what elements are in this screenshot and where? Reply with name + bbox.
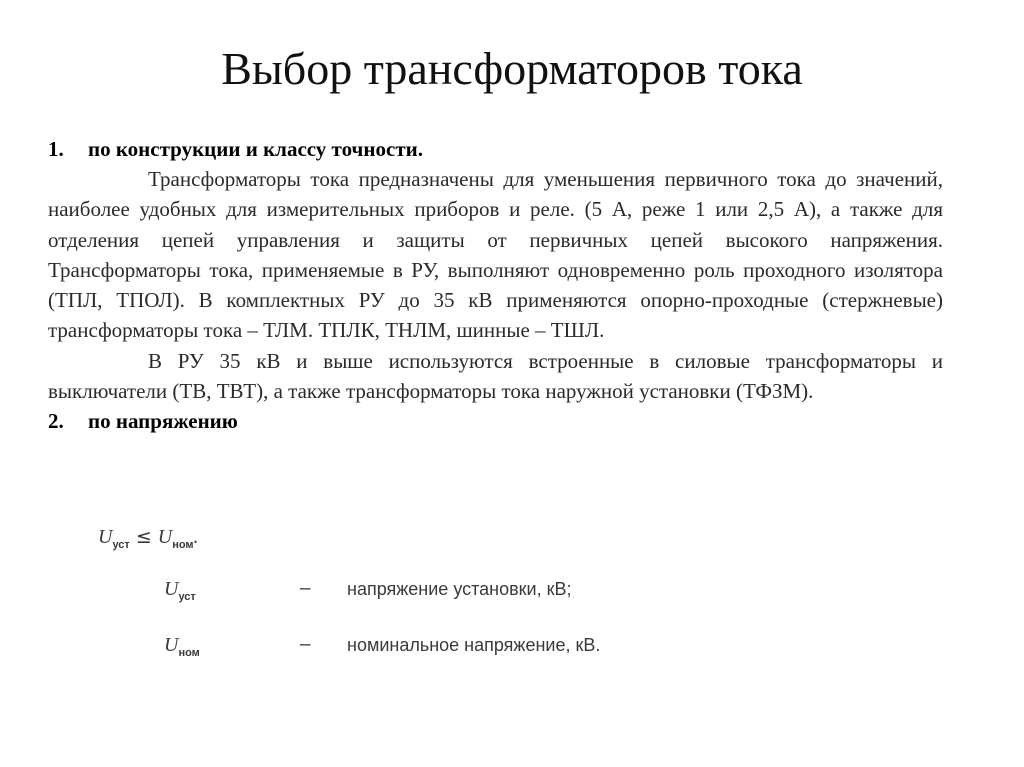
- rhs-subscript: ном: [172, 539, 194, 551]
- section-1-paragraph-1: Трансформаторы тока предназначены для уменьшения первичного тока до значений, наиболее удобных для измерительных приборов и реле. (5 А, реже 1 или 2,5 А), а также для отделения цепей управления и защиты от первичных цепей высокого напряжения. Трансформаторы тока, применяемые в РУ, выполняют одновременно роль проходного изолятора (ТПЛ, ТПОЛ). В комплектных РУ до 35 кВ применяются опорно-проходные (стержневые) трансформаторы тока – ТЛМ. ТПЛК, ТНЛМ, шинные – ТШЛ.: [48, 167, 943, 343]
- definition-dash: –: [300, 634, 311, 655]
- section-2-heading: [48, 406, 943, 436]
- definition-description: напряжение установки, кВ;: [347, 579, 572, 599]
- section-1-paragraph-2: В РУ 35 кВ и выше используются встроенные в силовые трансформаторы и выключатели (ТВ, ТВТ), а также трансформаторы тока наружной установки (ТФЗМ).: [48, 348, 943, 404]
- section-2-number: 2.: [48, 409, 64, 434]
- definition-symbol: $U_{ном}$: [164, 634, 200, 659]
- slide-title: Выбор трансформаторов тока: [221, 43, 803, 94]
- definition-symbol: $U_{уст}$: [164, 578, 196, 603]
- lhs-symbol: $U_{уст}$: [98, 526, 130, 551]
- formula-block: [98, 522, 618, 672]
- definition-dash: –: [300, 578, 311, 599]
- section-1-heading-text: по конструкции и классу точности.: [88, 137, 423, 161]
- definition-row: [164, 634, 624, 668]
- section-1-heading: [48, 134, 943, 164]
- section-2-heading-text: по напряжению: [88, 409, 238, 434]
- lhs-subscript: уст: [112, 539, 130, 551]
- voltage-inequality: [98, 526, 199, 551]
- section-1-number: 1.: [48, 137, 64, 161]
- slide-body: [48, 134, 943, 436]
- definition-row: [164, 578, 624, 612]
- rhs-symbol: $U_{ном}$.: [157, 526, 199, 551]
- definition-description: номинальное напряжение, кВ.: [347, 635, 601, 655]
- operator-less-equal: ≤: [135, 526, 152, 548]
